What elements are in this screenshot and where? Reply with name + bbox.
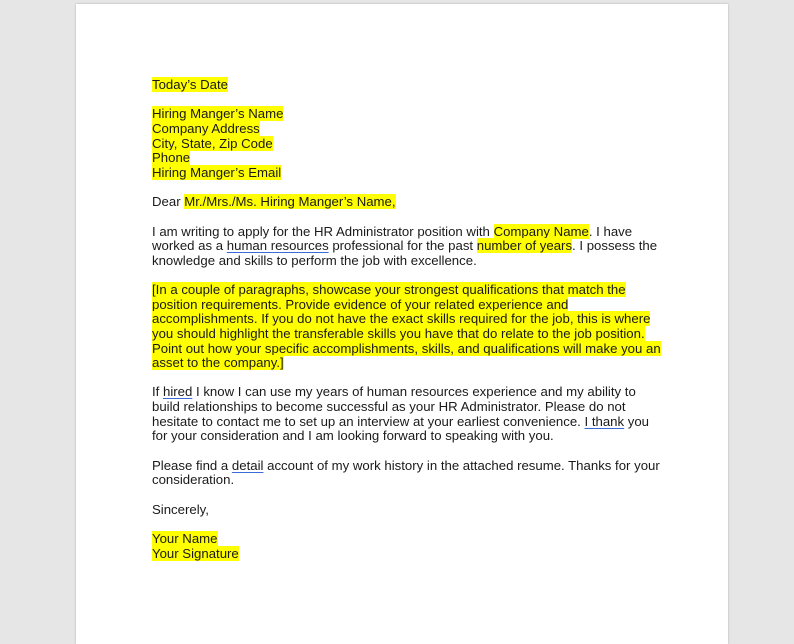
signature-sign: Your Signature bbox=[152, 545, 239, 561]
experience-text: build relationships to become successful as your HR Administrator. Please do not bbox=[152, 399, 626, 415]
detail-text: detail bbox=[231, 457, 264, 473]
recipient-name: Hiring Manger’s Name bbox=[152, 106, 284, 122]
recipient-name-line bbox=[152, 107, 652, 122]
i-thank-text: I thank bbox=[584, 413, 625, 429]
signature-line bbox=[152, 547, 652, 562]
signature-name-line bbox=[152, 532, 652, 547]
qualifications-line: [In a couple of paragraphs, showcase your strongest qualifications that match the bbox=[152, 282, 626, 298]
intro-text: professional for the past bbox=[328, 238, 477, 254]
intro-text: . I have bbox=[588, 223, 633, 239]
intro-text: worked as a bbox=[152, 238, 227, 254]
intro-text: I am writing to apply for the HR Administrator position with bbox=[152, 223, 494, 239]
closing: Sincerely, bbox=[152, 501, 209, 517]
paragraph-experience bbox=[152, 385, 652, 443]
resume-text: Please find a bbox=[152, 457, 232, 473]
document-page bbox=[76, 4, 728, 644]
intro-text: . I possess the bbox=[572, 238, 658, 254]
experience-text: If bbox=[152, 384, 163, 400]
human-resources-text: human resources bbox=[226, 238, 329, 254]
recipient-phone-line bbox=[152, 151, 652, 166]
experience-text: hesitate to contact me to set up an interview at your earliest convenience. bbox=[152, 413, 585, 429]
paragraph-qualifications bbox=[152, 282, 661, 371]
company-name-placeholder: Company Name bbox=[493, 223, 589, 239]
years-placeholder: number of years bbox=[476, 238, 573, 254]
hired-text: hired bbox=[163, 384, 193, 400]
date-text: Today’s Date bbox=[152, 77, 228, 92]
qualifications-line: position requirements. Provide evidence of your related experience and bbox=[152, 296, 569, 312]
recipient-phone: Phone bbox=[152, 150, 191, 166]
signature-name: Your Name bbox=[152, 531, 218, 547]
recipient-city-line bbox=[152, 137, 652, 152]
experience-text: I know I can use my years of human resources experience and my ability to bbox=[192, 384, 636, 400]
salutation bbox=[152, 195, 652, 210]
experience-text: for your consideration and I am looking forward to speaking with you. bbox=[152, 428, 554, 444]
resume-text: account of my work history in the attached resume. Thanks for your bbox=[263, 457, 660, 473]
recipient-email: Hiring Manger’s Email bbox=[152, 164, 282, 180]
recipient-address-line bbox=[152, 122, 652, 137]
paragraph-resume bbox=[152, 457, 660, 488]
qualifications-line: Point out how your specific accomplishments, skills, and qualifications will make you an bbox=[152, 340, 661, 356]
salutation-dear: Dear bbox=[152, 194, 185, 210]
paragraph-intro bbox=[152, 223, 658, 269]
date-line bbox=[152, 78, 652, 93]
recipient-email-line bbox=[152, 166, 652, 181]
salutation-name: Mr./Mrs./Ms. Hiring Manger’s Name, bbox=[184, 194, 396, 210]
intro-text: knowledge and skills to perform the job with excellence. bbox=[152, 252, 477, 268]
letter-body bbox=[152, 77, 661, 561]
recipient-city: City, State, Zip Code bbox=[152, 135, 273, 151]
qualifications-line: asset to the company.] bbox=[152, 355, 284, 371]
qualifications-line: you should highlight the transferable skills you have that do relate to the job position. bbox=[152, 325, 645, 341]
qualifications-line: accomplishments. If you do not have the exact skills required for the job, this is where bbox=[152, 311, 651, 327]
experience-text: you bbox=[624, 413, 650, 429]
resume-text: consideration. bbox=[152, 472, 235, 488]
recipient-address: Company Address bbox=[152, 120, 260, 136]
